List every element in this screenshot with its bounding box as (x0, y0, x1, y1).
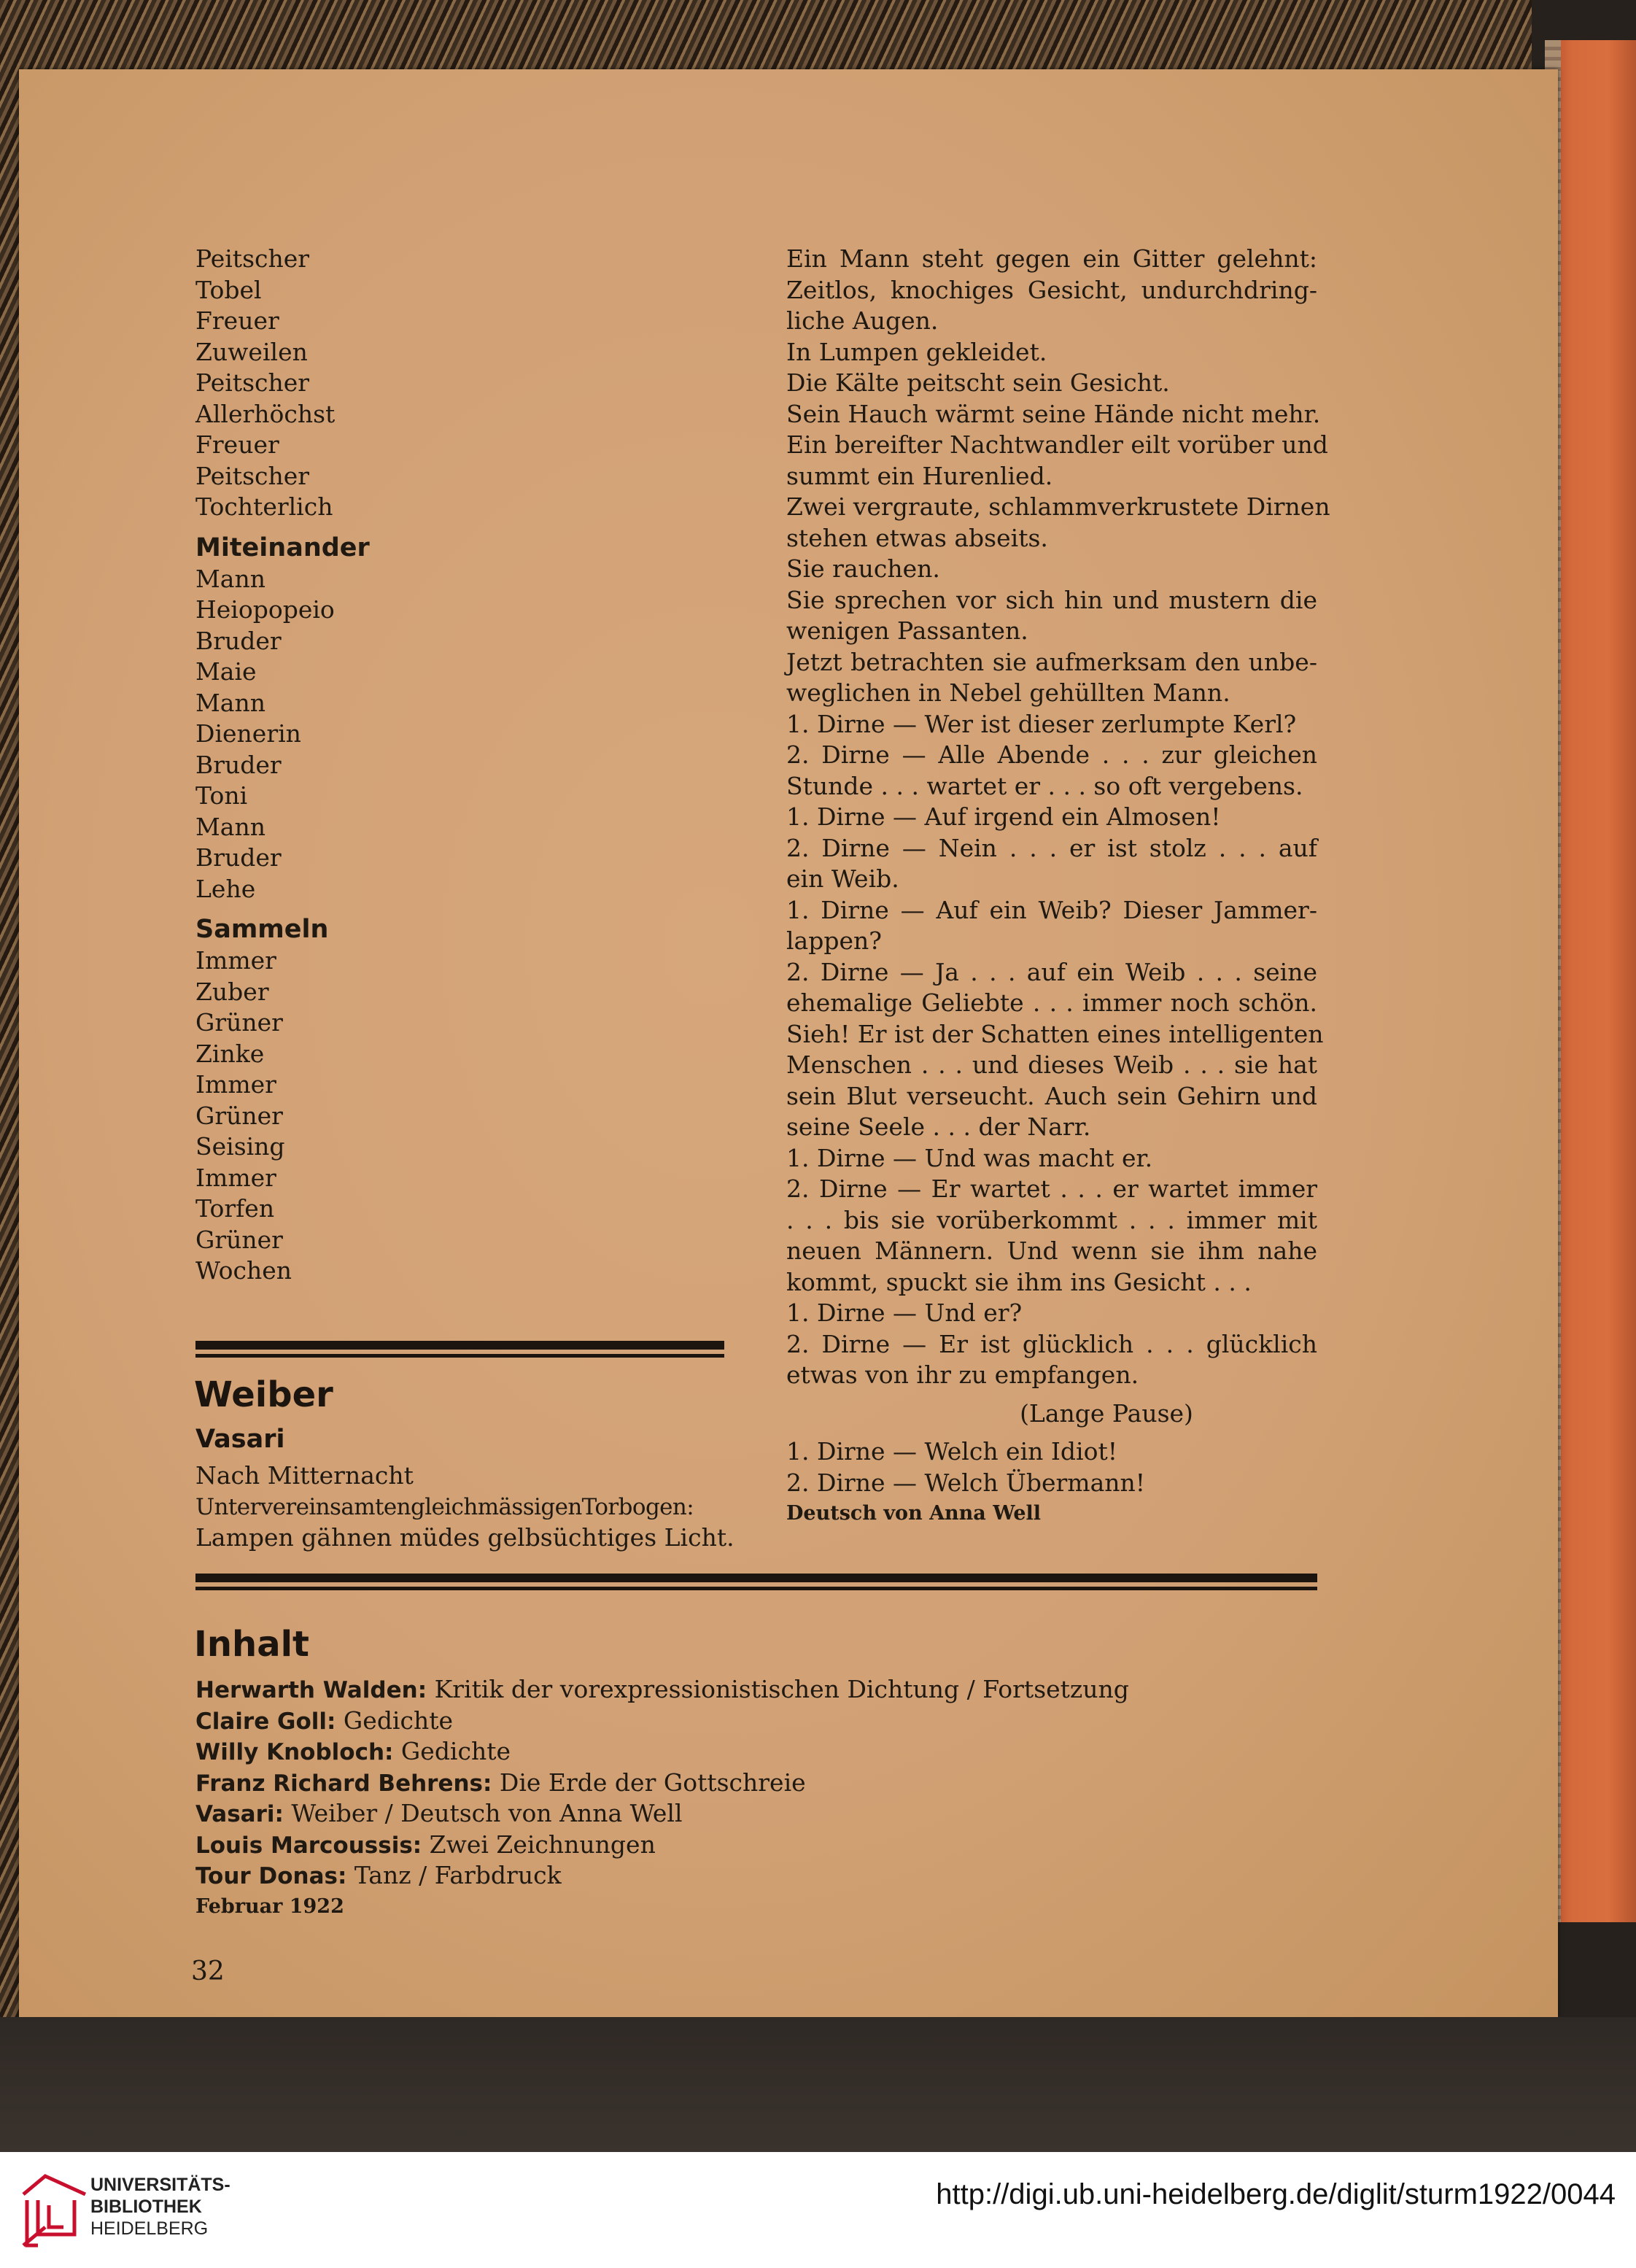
page-number: 32 (191, 1957, 225, 1986)
list-item: Toni (195, 781, 248, 810)
library-name (90, 2174, 230, 2240)
prose-line: lappen? (786, 926, 882, 955)
list-item: Zinke (195, 1039, 265, 1068)
list-item: Torfen (195, 1194, 275, 1223)
prose-line: Sein Hauch wärmt seine Hände nicht mehr. (786, 399, 1321, 428)
prose-line: neuen Männern. Und wenn sie ihm nahe (786, 1236, 1317, 1265)
prose-line: 1. Dirne — Und er? (786, 1299, 1023, 1327)
left-column-rule-thin (195, 1354, 724, 1358)
list-item: Tobel (195, 275, 262, 304)
prose-line: wenigen Passanten. (786, 616, 1028, 645)
prose-line: Zeitlos, knochiges Gesicht, undurchdring- (786, 275, 1317, 304)
toc-work: Zwei Zeichnungen (429, 1830, 656, 1859)
viewer-footer (0, 2152, 1636, 2268)
prose-line: seine Seele . . . der Narr. (786, 1112, 1091, 1141)
toc-entry (195, 1830, 1129, 1861)
prose-line: . . . bis sie vorüberkommt . . . immer mit (786, 1205, 1317, 1234)
table-of-contents (195, 1674, 1129, 1922)
inhalt-title: Inhalt (194, 1624, 309, 1665)
scan-bottom-band (0, 2017, 1636, 2152)
prose-line: In Lumpen gekleidet. (786, 337, 1047, 366)
toc-entry (195, 1798, 1129, 1830)
list-item: Maie (195, 657, 257, 686)
list-item: Bruder (195, 843, 282, 872)
permalink-url[interactable]: http://digi.ub.uni-heidelberg.de/diglit/sturm1922/0044 (936, 2178, 1616, 2210)
list-item: Lehe (195, 874, 256, 903)
list-item: Tochterlich (195, 492, 333, 521)
list-item: Zuber (195, 977, 269, 1006)
left-column (195, 244, 370, 1287)
library-name-line: UNIVERSITÄTS- (90, 2175, 230, 2195)
list-item: Immer (195, 946, 276, 975)
prose-line: stehen etwas abseits. (786, 523, 1048, 552)
prose-line: sein Blut verseucht. Auch sein Gehirn und (786, 1081, 1317, 1110)
prose-line: Jetzt betrachten sie aufmerksam den unbe- (786, 647, 1317, 676)
prose-line: 2. Dirne — Alle Abende . . . zur gleichen (786, 740, 1317, 769)
toc-author: Tour Donas: (195, 1863, 347, 1889)
toc-entry (195, 1768, 1129, 1799)
university-library-logo-icon (16, 2165, 96, 2253)
prose-line: weglichen in Nebel gehüllten Mann. (786, 678, 1230, 707)
prose-line: 2. Dirne — Er ist glücklich . . . glücklich (786, 1329, 1317, 1358)
section-heading-sammeln: Sammeln (195, 915, 329, 944)
toc-work: Weiber / Deutsch von Anna Well (291, 1799, 683, 1827)
prose-line: Zwei vergraute, schlammverkrustete Dirnen (786, 492, 1330, 521)
toc-entry (195, 1674, 1129, 1706)
list-item: Grüner (195, 1225, 283, 1254)
word-list-1 (195, 244, 370, 523)
toc-work: Die Erde der Gottschreie (499, 1768, 806, 1797)
list-item: Bruder (195, 626, 282, 655)
prose-text (786, 244, 1330, 1391)
list-item: Grüner (195, 1101, 283, 1130)
prose-line: ein Weib. (786, 864, 899, 893)
list-item: Zuweilen (195, 337, 308, 366)
dialogue-line: 1. Dirne — Welch ein Idiot! (786, 1437, 1117, 1466)
full-width-rule-thick (195, 1574, 1317, 1582)
prose-line: Menschen . . . und dieses Weib . . . sie hat (786, 1050, 1317, 1079)
prose-line: 1. Dirne — Auf irgend ein Almosen! (786, 802, 1221, 831)
prose-line: Stunde . . . wartet er . . . so oft vergebens. (786, 771, 1303, 800)
prose-line: kommt, spuckt sie ihm ins Gesicht . . . (786, 1267, 1252, 1296)
toc-entry (195, 1706, 1129, 1737)
list-item: Allerhöchst (195, 399, 336, 428)
full-width-rule-thin (195, 1587, 1317, 1590)
list-item: Grüner (195, 1008, 283, 1037)
toc-work: Gedichte (400, 1737, 511, 1765)
stage-direction: (Lange Pause) (1020, 1398, 1193, 1428)
list-item: Peitscher (195, 461, 310, 490)
prose-line: 1. Dirne — Wer ist dieser zerlumpte Kerl? (786, 709, 1297, 738)
toc-work: Tanz / Farbdruck (354, 1861, 562, 1889)
word-list-3 (195, 945, 370, 1287)
prose-line: 2. Dirne — Er wartet . . . er wartet immer (786, 1174, 1317, 1203)
poem-line: Lampen gähnen müdes gelbsüchtiges Licht. (195, 1523, 734, 1552)
library-name-line: BIBLIOTHEK (90, 2197, 202, 2217)
prose-line: 2. Dirne — Ja . . . auf ein Weib . . . seine (786, 957, 1317, 986)
toc-author: Willy Knobloch: (195, 1739, 394, 1765)
weiber-poem-start (195, 1460, 734, 1554)
list-item: Freuer (195, 306, 279, 335)
prose-line: summt ein Hurenlied. (786, 461, 1053, 490)
prose-line: 2. Dirne — Nein . . . er ist stolz . . . auf (786, 833, 1317, 862)
toc-author: Franz Richard Behrens: (195, 1770, 492, 1797)
list-item: Bruder (195, 750, 282, 779)
prose-line: 1. Dirne — Und was macht er. (786, 1143, 1153, 1172)
prose-line: Sie sprechen vor sich hin und mustern die (786, 585, 1317, 614)
toc-entry (195, 1736, 1129, 1768)
prose-line: liche Augen. (786, 306, 939, 335)
list-item: Immer (195, 1070, 276, 1099)
list-item: Immer (195, 1163, 276, 1192)
library-name-line: HEIDELBERG (90, 2218, 209, 2239)
prose-line: Die Kälte peitscht sein Gesicht. (786, 368, 1170, 397)
prose-line: ehemalige Geliebte . . . immer noch schön. (786, 988, 1317, 1017)
list-item: Mann (195, 564, 265, 593)
right-column (786, 244, 1330, 1530)
dialogue-line: 2. Dirne — Welch Übermann! (786, 1468, 1146, 1497)
toc-author: Vasari: (195, 1801, 284, 1827)
list-item: Peitscher (195, 368, 310, 397)
list-item: Mann (195, 688, 265, 717)
weiber-title: Weiber (194, 1374, 333, 1415)
issue-date: Februar 1922 (195, 1894, 344, 1918)
translator-credit: Deutsch von Anna Well (786, 1502, 1042, 1525)
poem-line: Nach Mitternacht (195, 1461, 414, 1490)
list-item: Wochen (195, 1256, 292, 1285)
prose-line: etwas von ihr zu empfangen. (786, 1361, 1139, 1389)
prose-line: Ein Mann steht gegen ein Gitter gelehnt: (786, 244, 1317, 273)
list-item: Seising (195, 1132, 285, 1161)
toc-author: Louis Marcoussis: (195, 1832, 422, 1859)
toc-work: Kritik der vorexpressionistischen Dichtung / Fortsetzung (434, 1675, 1129, 1703)
toc-entry (195, 1860, 1129, 1892)
poem-line: UntervereinsamtengleichmässigenTorbogen: (195, 1493, 694, 1520)
prose-line: Sie rauchen. (786, 554, 940, 583)
word-list-2 (195, 564, 370, 905)
toc-author: Claire Goll: (195, 1708, 336, 1735)
prose-line: 1. Dirne — Auf ein Weib? Dieser Jammer- (786, 895, 1317, 924)
toc-work: Gedichte (343, 1706, 454, 1735)
section-heading-miteinander: Miteinander (195, 533, 370, 562)
left-column-rule-thick (195, 1341, 724, 1350)
list-item: Peitscher (195, 244, 310, 273)
list-item: Dienerin (195, 719, 301, 748)
list-item: Heiopopeio (195, 595, 335, 624)
list-item: Mann (195, 812, 265, 841)
toc-author: Herwarth Walden: (195, 1677, 427, 1703)
prose-line: Sieh! Er ist der Schatten eines intelligenten (786, 1019, 1324, 1048)
prose-line: Ein bereifter Nachtwandler eilt vorüber und (786, 430, 1328, 459)
list-item: Freuer (195, 430, 279, 459)
weiber-author: Vasari (195, 1425, 285, 1454)
